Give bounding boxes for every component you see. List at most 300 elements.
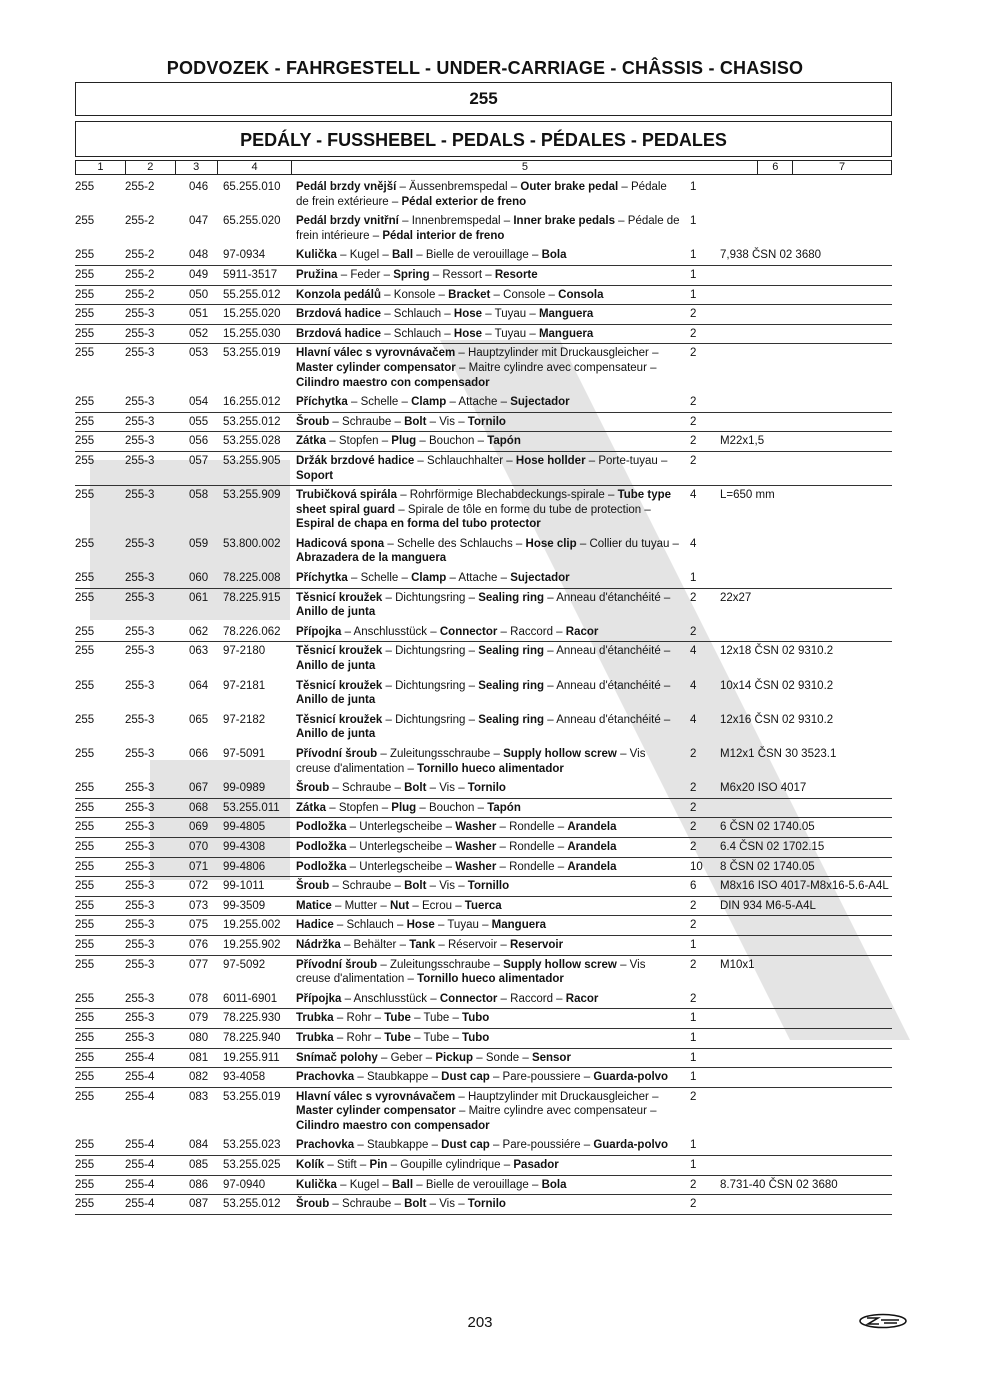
description-en: Plug: [391, 801, 417, 814]
description-es: Anillo de junta: [296, 660, 376, 673]
quantity-cell: 1: [686, 1009, 716, 1029]
part-number-cell: 99-4805: [223, 818, 296, 838]
note-cell: [716, 286, 892, 306]
description-cz: Příchytka: [296, 396, 348, 409]
part-number-cell: 53.255.011: [223, 799, 296, 819]
part-number-cell: 97-2182: [223, 713, 266, 726]
description-es: Cilindro maestro con compensador: [296, 1119, 490, 1132]
figure-cell: 255-3: [125, 748, 155, 760]
description-de: Stopfen: [338, 801, 379, 814]
description-fr: Tube: [423, 1012, 450, 1025]
page-title: PODVOZEK - FAHRGESTELL - UNDER-CARRIAGE - CHÂSSIS - CHASISO: [166, 58, 804, 78]
description-de: Dichtungsring: [395, 713, 466, 726]
table-row: [75, 1176, 892, 1196]
quantity-cell: 1: [686, 569, 716, 589]
description-de: Staubkappe: [366, 1071, 429, 1084]
description-en: Washer: [455, 860, 497, 873]
description-cz: Pedál brzdy vnitřní: [296, 215, 399, 228]
description-fr: Attache: [458, 572, 498, 585]
note-cell: [716, 305, 892, 325]
description-es: Anillo de junta: [296, 606, 376, 619]
description-fr: Porte-tuyau: [598, 454, 658, 467]
position-cell: 081: [189, 1049, 223, 1069]
note-cell: M22x1,5: [716, 432, 892, 452]
section-cell: 255: [75, 1176, 125, 1196]
part-number-cell: 97-5091: [223, 748, 266, 760]
position-cell: 076: [189, 936, 223, 956]
description-en: Inner brake pedals: [513, 215, 615, 228]
section-cell: 255: [75, 537, 95, 550]
table-row: [75, 1049, 892, 1069]
table-row: [75, 535, 892, 569]
quantity-cell: 4: [690, 489, 697, 502]
description-de: Kugel: [349, 1178, 380, 1191]
section-cell: 255: [75, 591, 95, 604]
table-row: [75, 1068, 892, 1088]
description-de: Behälter: [353, 938, 397, 951]
part-number-cell: 78.225.008: [223, 569, 296, 589]
description-es: Manguera: [538, 327, 594, 340]
figure-cell: 255-3: [125, 413, 189, 433]
table-row: [75, 897, 892, 917]
table-row: [75, 1136, 892, 1156]
description-es: Pédal interior de freno: [382, 229, 505, 242]
description-de: Staubkappe: [366, 1139, 429, 1152]
figure-cell: 255-3: [125, 347, 155, 360]
quantity-cell: 2: [686, 452, 716, 486]
description-fr: Anneau d'étanchéité: [556, 713, 661, 726]
quantity-cell: 4: [690, 679, 697, 692]
description-cz: Šroub: [296, 782, 330, 795]
description-cell: Přípojka – Anschlusstück – Connector – Raccord – Racor: [296, 623, 686, 643]
figure-cell: 255-3: [125, 325, 189, 345]
section-cell: 255: [75, 266, 125, 286]
description-cell: Prachovka – Staubkappe – Dust cap – Pare-poussiére – Guarda-polvo: [296, 1136, 686, 1156]
description-cell: Přípojka – Anschlusstück – Connector – Raccord – Racor: [296, 990, 686, 1010]
section-cell: 255: [75, 799, 125, 819]
description-es: Manguera: [491, 919, 546, 932]
description-de: Kugel: [349, 249, 380, 262]
description-en: Pickup: [435, 1051, 474, 1064]
section-cell: 255: [75, 1068, 125, 1088]
table-row: [75, 393, 892, 413]
position-cell: 084: [189, 1136, 223, 1156]
description-cz: Přípojka: [296, 625, 342, 638]
position-cell: 059: [189, 537, 209, 550]
quantity-cell: 2: [686, 916, 716, 936]
quantity-cell: 2: [686, 818, 716, 838]
description-de: Hauptzylinder mit Druckausgleicher: [467, 1090, 649, 1103]
section-cell: 255: [75, 569, 125, 589]
section-cell: 255: [75, 1009, 125, 1029]
description-cz: Prachovka: [296, 1071, 355, 1084]
description-cz: Podložka: [296, 860, 347, 873]
description-fr: Anneau d'étanchéité: [556, 679, 661, 692]
description-fr: Anneau d'étanchéité: [556, 645, 661, 658]
column-header-4: 4: [218, 161, 293, 174]
figure-cell: 255-3: [125, 858, 189, 878]
part-number-cell: 15.255.030: [223, 325, 296, 345]
part-number-cell: 99-0989: [223, 779, 296, 799]
description-es: Anillo de junta: [296, 728, 376, 741]
description-es: Pédal exterior de freno: [401, 195, 527, 208]
section-cell: 255: [75, 990, 125, 1010]
description-cz: Šroub: [296, 1198, 330, 1211]
description-de: Dichtungsring: [395, 645, 466, 658]
description-cz: Snímač polohy: [296, 1051, 378, 1064]
note-cell: [716, 1068, 892, 1088]
table-row: [75, 877, 892, 897]
position-cell: 085: [189, 1156, 223, 1176]
column-header-3: 3: [176, 161, 218, 174]
table-row: [75, 838, 892, 858]
figure-cell: 255-4: [125, 1176, 189, 1196]
table-row: [75, 212, 892, 246]
description-es: Sujectador: [510, 572, 570, 585]
part-number-cell: 53.255.905: [223, 452, 296, 486]
quantity-cell: 1: [686, 1068, 716, 1088]
section-cell: 255: [75, 779, 125, 799]
quantity-cell: 2: [686, 1195, 716, 1215]
description-fr: Rondelle: [509, 860, 555, 873]
position-cell: 077: [189, 958, 209, 971]
part-number-cell: 78.225.940: [223, 1029, 296, 1049]
section-cell: 255: [75, 432, 125, 452]
description-es: Bola: [541, 1178, 567, 1191]
note-cell: [716, 178, 892, 212]
description-es: Tapón: [487, 801, 521, 814]
description-en: Bolt: [404, 880, 427, 893]
part-number-cell: 97-5092: [223, 958, 266, 971]
description-es: Guarda-polvo: [593, 1139, 669, 1152]
section-cell: 255: [75, 713, 95, 726]
description-es: Racor: [565, 625, 599, 638]
section-cell: 255: [75, 748, 95, 760]
description-de: Äussenbremspedal: [409, 181, 508, 193]
description-cz: Nádržka: [296, 938, 341, 951]
note-cell: 10x14 ČSN 02 9310.2: [720, 679, 834, 692]
section-cell: 255: [75, 858, 125, 878]
table-row: [75, 623, 892, 643]
description-de: Dichtungsring: [395, 679, 466, 692]
description-cz: Pedál brzdy vnější: [296, 181, 397, 193]
quantity-cell: 4: [690, 713, 697, 726]
page-number: 203: [467, 1314, 493, 1331]
figure-cell: 255-2: [125, 215, 155, 228]
note-cell: [716, 936, 892, 956]
description-de: Konsole: [393, 288, 436, 301]
description-es: Arandela: [567, 821, 617, 834]
description-de: Schraube: [342, 415, 392, 428]
position-cell: 064: [189, 679, 209, 692]
part-number-cell: 53.255.012: [223, 1195, 296, 1215]
table-column-header: [75, 160, 892, 175]
table-row: [75, 266, 892, 286]
column-header-1: 1: [76, 161, 126, 174]
description-de: Zuleitungsschraube: [389, 958, 491, 971]
position-cell: 065: [189, 713, 209, 726]
quantity-cell: 2: [690, 347, 697, 360]
figure-cell: 255-2: [125, 286, 189, 306]
table-row: [75, 818, 892, 838]
figure-cell: 255-3: [125, 990, 189, 1010]
description-cz: Podložka: [296, 840, 347, 853]
quantity-cell: 2: [690, 958, 697, 971]
description-es: Racor: [565, 992, 599, 1005]
quantity-cell: 1: [686, 266, 716, 286]
description-de: Schelle des Schlauchs: [397, 537, 513, 550]
description-cell: Podložka – Unterlegscheibe – Washer – Rondelle – Arandela: [296, 858, 686, 878]
part-number-cell: 65.255.010: [223, 181, 281, 193]
description-cell: Trubka – Rohr – Tube – Tube – Tubo: [296, 1029, 686, 1049]
note-cell: [716, 344, 892, 393]
figure-cell: 255-3: [125, 916, 189, 936]
description-es: Tapón: [487, 435, 521, 448]
description-fr: Raccord: [510, 625, 553, 638]
note-cell: [716, 1009, 892, 1029]
description-fr: Bouchon: [429, 435, 475, 448]
description-cell: Příchytka – Schelle – Clamp – Attache – Sujectador: [296, 393, 686, 413]
description-es: Guarda-polvo: [593, 1071, 669, 1084]
description-cz: Těsnicí kroužek: [296, 679, 383, 692]
quantity-cell: 2: [686, 799, 716, 819]
figure-cell: 255-3: [125, 569, 189, 589]
position-cell: 069: [189, 818, 223, 838]
description-cell: Příchytka – Schelle – Clamp – Attache – Sujectador: [296, 569, 686, 589]
table-row: [75, 711, 892, 745]
table-row: [75, 858, 892, 878]
table-row: [75, 745, 892, 779]
position-cell: 053: [189, 347, 209, 360]
table-row: [75, 799, 892, 819]
quantity-cell: 2: [686, 393, 716, 413]
description-de: Rohr: [346, 1012, 372, 1025]
position-cell: 052: [189, 325, 223, 345]
position-cell: 046: [189, 181, 209, 193]
description-cz: Kulička: [296, 249, 337, 262]
description-cz: Trubičková spirála: [296, 489, 397, 502]
description-fr: Tuyau: [494, 327, 527, 340]
description-cz: Trubka: [296, 1031, 334, 1044]
table-row: [75, 286, 892, 306]
description-fr: Vis creuse d'alimentation: [296, 958, 646, 986]
description-cz: Příchytka: [296, 572, 348, 585]
position-cell: 056: [189, 432, 223, 452]
description-cell: Trubičková spirála – Rohrförmige Blechabdeckungs-spirale – Tube type sheet spiral guard – Spirale de tôle en forme du tube de protection – Espiral de chapa en forma del tubo protector: [296, 489, 672, 531]
figure-cell: 255-3: [125, 838, 189, 858]
description-cz: Přípojka: [296, 992, 342, 1005]
description-cz: Konzola pedálů: [296, 288, 381, 301]
table-row: [75, 178, 892, 212]
table-row: [75, 1009, 892, 1029]
description-cell: Podložka – Unterlegscheibe – Washer – Rondelle – Arandela: [296, 818, 686, 838]
description-en: Hose: [406, 919, 435, 932]
description-cell: Pedál brzdy vnější – Äussenbremspedal – Outer brake pedal – Pédale de frein extérieure – Pédal exterior de freno: [296, 181, 667, 208]
column-header-2: 2: [126, 161, 176, 174]
description-fr: Rondelle: [509, 840, 555, 853]
description-en: Sealing ring: [478, 679, 545, 692]
note-cell: DIN 934 M6-5-A4L: [716, 897, 892, 917]
position-cell: 050: [189, 286, 223, 306]
description-es: Tornillo: [467, 880, 510, 893]
description-cell: Těsnicí kroužek – Dichtungsring – Sealing ring – Anneau d'étanchéité – Anillo de junta: [296, 679, 671, 707]
section-cell: 255: [75, 325, 125, 345]
description-de: Anschlusstück: [353, 625, 428, 638]
figure-cell: 255-4: [125, 1195, 189, 1215]
part-number-cell: 19.255.902: [223, 936, 296, 956]
position-cell: 057: [189, 452, 223, 486]
description-es: Sensor: [531, 1051, 571, 1064]
figure-cell: 255-3: [125, 537, 155, 550]
description-en: Plug: [391, 435, 417, 448]
parts-table: [75, 178, 892, 1215]
description-cell: Podložka – Unterlegscheibe – Washer – Rondelle – Arandela: [296, 838, 686, 858]
position-cell: 082: [189, 1068, 223, 1088]
zetor-logo: [858, 1313, 908, 1329]
description-en: Washer: [455, 840, 497, 853]
description-fr: Réservoir: [447, 938, 498, 951]
part-number-cell: 78.226.062: [223, 623, 296, 643]
table-row: [75, 246, 892, 266]
position-cell: 055: [189, 413, 223, 433]
part-number-cell: 78.225.915: [223, 591, 281, 604]
section-cell: 255: [75, 916, 125, 936]
description-de: Rohr: [346, 1031, 372, 1044]
figure-cell: 255-3: [125, 936, 189, 956]
figure-cell: 255-3: [125, 877, 189, 897]
description-de: Stift: [336, 1159, 357, 1172]
description-cell: Zátka – Stopfen – Plug – Bouchon – Tapón: [296, 432, 686, 452]
description-en: Dust cap: [441, 1071, 490, 1084]
description-fr: Collier du tuyau: [589, 537, 670, 550]
description-de: Schlauchhalter: [427, 454, 504, 467]
description-de: Feder: [350, 268, 381, 281]
quantity-cell: 2: [686, 305, 716, 325]
note-cell: M10x1: [720, 958, 755, 971]
figure-cell: 255-3: [125, 1009, 189, 1029]
part-number-cell: 99-4806: [223, 858, 296, 878]
description-es: Resorte: [494, 268, 538, 281]
figure-cell: 255-3: [125, 1029, 189, 1049]
description-es: Tubo: [462, 1012, 490, 1025]
table-row: [75, 1195, 892, 1215]
figure-cell: 255-4: [125, 1049, 189, 1069]
column-header-6: 6: [758, 161, 793, 174]
table-row: [75, 452, 892, 486]
description-cz: Šroub: [296, 415, 330, 428]
section-cell: 255: [75, 413, 125, 433]
description-fr: Anneau d'étanchéité: [556, 591, 661, 604]
part-number-cell: 97-0934: [223, 246, 296, 266]
note-cell: 6.4 ČSN 02 1702.15: [716, 838, 892, 858]
quantity-cell: 1: [690, 215, 697, 228]
description-fr: Goupille cylindrique: [400, 1159, 501, 1172]
part-number-cell: 53.800.002: [223, 537, 281, 550]
description-cz: Těsnicí kroužek: [296, 645, 383, 658]
quantity-cell: 2: [690, 1090, 697, 1103]
quantity-cell: 2: [690, 748, 697, 760]
description-es: Tornilo: [467, 415, 506, 428]
description-cell: Těsnicí kroužek – Dichtungsring – Sealing ring – Anneau d'étanchéité – Anillo de junta: [296, 591, 671, 619]
description-fr: Vis: [439, 415, 455, 428]
figure-cell: 255-3: [125, 799, 189, 819]
figure-cell: 255-3: [125, 713, 155, 726]
description-cz: Kulička: [296, 1178, 337, 1191]
section-cell: 255: [75, 215, 95, 228]
description-es: Tubo: [462, 1031, 490, 1044]
quantity-cell: 4: [690, 645, 697, 658]
table-row: [75, 1029, 892, 1049]
quantity-cell: 2: [686, 1176, 716, 1196]
description-cell: Šroub – Schraube – Bolt – Vis – Tornilo: [296, 413, 686, 433]
figure-cell: 255-3: [125, 591, 155, 604]
description-de: Unterlegscheibe: [359, 840, 443, 853]
position-cell: 048: [189, 246, 223, 266]
description-es: Tornilo: [467, 1198, 506, 1211]
section-cell: 255: [75, 897, 125, 917]
description-de: Mutter: [344, 899, 378, 912]
description-cz: Těsnicí kroužek: [296, 591, 383, 604]
note-cell: 12x16 ČSN 02 9310.2: [720, 713, 834, 726]
table-row: [75, 779, 892, 799]
description-de: Schraube: [342, 1198, 392, 1211]
position-cell: 083: [189, 1090, 209, 1103]
description-en: Hose hollder: [515, 454, 586, 467]
table-row: [75, 990, 892, 1010]
note-cell: [716, 325, 892, 345]
description-en: Spring: [393, 268, 430, 281]
description-cell: Kulička – Kugel – Ball – Bielle de verouillage – Bola: [296, 246, 686, 266]
description-cell: Brzdová hadice – Schlauch – Hose – Tuyau – Manguera: [296, 325, 686, 345]
note-cell: 8.731-40 ČSN 02 3680: [716, 1176, 892, 1196]
description-en: Master cylinder compensator: [296, 361, 456, 374]
section-cell: 255: [75, 305, 125, 325]
part-number-cell: 53.255.019: [223, 347, 281, 360]
note-cell: [716, 569, 892, 589]
description-de: Hauptzylinder mit Druckausgleicher: [467, 347, 649, 360]
note-cell: L=650 mm: [720, 489, 775, 502]
note-cell: M6x20 ISO 4017: [716, 779, 892, 799]
part-number-cell: 53.255.019: [223, 1090, 281, 1103]
description-fr: Vis: [439, 1198, 455, 1211]
description-fr: Vis: [439, 782, 455, 795]
quantity-cell: 1: [686, 286, 716, 306]
position-cell: 086: [189, 1176, 223, 1196]
quantity-cell: 1: [686, 1029, 716, 1049]
table-row: [75, 569, 892, 589]
figure-cell: 255-3: [125, 452, 189, 486]
description-en: Supply hollow screw: [503, 958, 617, 971]
description-en: Supply hollow screw: [503, 748, 617, 760]
quantity-cell: 10: [686, 858, 716, 878]
figure-cell: 255-3: [125, 679, 155, 692]
description-cz: Brzdová hadice: [296, 327, 381, 340]
description-en: Connector: [439, 992, 498, 1005]
part-number-cell: 97-0940: [223, 1176, 296, 1196]
description-cell: Šroub – Schraube – Bolt – Vis – Tornillo: [296, 877, 686, 897]
table-row: [75, 916, 892, 936]
description-fr: Attache: [458, 396, 498, 409]
quantity-cell: 2: [686, 325, 716, 345]
description-fr: Vis: [439, 880, 455, 893]
part-number-cell: 93-4058: [223, 1068, 296, 1088]
description-cz: Přívodní šroub: [296, 958, 378, 971]
description-es: Cilindro maestro con compensador: [296, 376, 490, 389]
description-fr: Console: [503, 288, 546, 301]
description-en: Hose: [453, 308, 483, 321]
note-cell: [716, 1136, 892, 1156]
figure-cell: 255-4: [125, 1090, 155, 1103]
